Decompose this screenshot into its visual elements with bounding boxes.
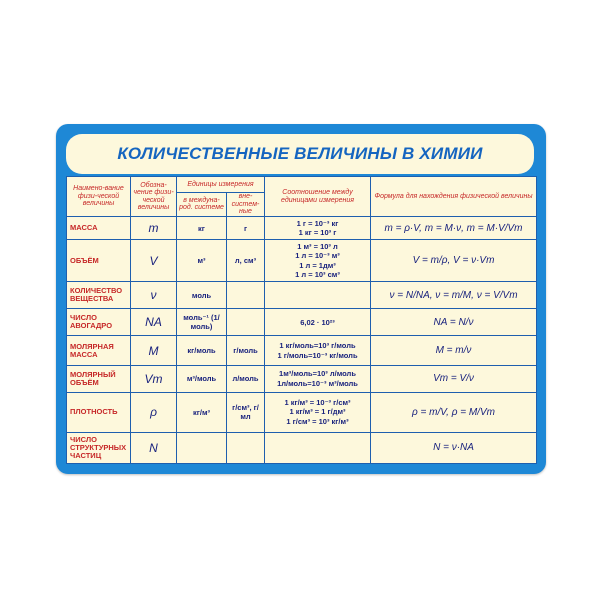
relation-line: 1 кг/м³ = 1 г/дм³ [289, 407, 346, 417]
relation-line: 1 л = 1дм³ [299, 260, 336, 270]
quantity-symbol: NA [131, 309, 177, 336]
quantity-name: ЧИСЛО СТРУКТУРНЫХ ЧАСТИЦ [67, 432, 131, 463]
relation-line: 1 л = 10⁻³ м³ [295, 251, 340, 261]
quantity-name: ЧИСЛО АВОГАДРО [67, 309, 131, 336]
quantity-name: МАССА [67, 217, 131, 240]
formula: ρ = m/V, ρ = M/Vm [371, 392, 537, 432]
table-body [67, 217, 537, 464]
page-title: КОЛИЧЕСТВЕННЫЕ ВЕЛИЧИНЫ В ХИМИИ [117, 144, 483, 163]
quantity-symbol: M [131, 336, 177, 365]
formula: V = m/ρ, V = ν·Vm [371, 240, 537, 282]
quantities-table [66, 176, 537, 464]
quantity-name: ОБЪЁМ [67, 240, 131, 282]
header-units-si: в междуна-род. системе [177, 192, 227, 217]
unit-other: г/моль [227, 336, 265, 365]
header-row [67, 177, 537, 193]
formula: m = ρ·V, m = M·ν, m = M·V/Vm [371, 217, 537, 240]
quantity-name: МОЛЯРНАЯ МАССА [67, 336, 131, 365]
unit-relation [265, 309, 371, 336]
unit-relation [265, 217, 371, 240]
relation-line: 1 г = 10⁻³ кг [296, 218, 339, 228]
header-formula: Формула для нахождения физической величины [371, 177, 537, 217]
unit-relation [265, 336, 371, 365]
table-row [67, 336, 537, 365]
relation-line: 1 кг/моль=10³ г/моль [279, 341, 356, 351]
unit-si: моль [177, 282, 227, 309]
formula: ν = N/NA, ν = m/M, ν = V/Vm [371, 282, 537, 309]
unit-relation [265, 392, 371, 432]
relation-line: 1 кг = 10³ г [298, 228, 337, 238]
formula: N = ν·NA [371, 432, 537, 463]
unit-si: кг/м³ [177, 392, 227, 432]
unit-other [227, 282, 265, 309]
unit-si: моль⁻¹ (1/моль) [177, 309, 227, 336]
quantity-name: МОЛЯРНЫЙ ОБЪЁМ [67, 365, 131, 392]
poster [56, 124, 546, 474]
unit-si: кг/моль [177, 336, 227, 365]
unit-relation [265, 365, 371, 392]
unit-other [227, 309, 265, 336]
table-row [67, 309, 537, 336]
header-name: Наимено-вание физи-ческой величины [67, 177, 131, 217]
relation-line: 1 г/моль=10⁻³ кг/моль [277, 350, 358, 360]
unit-other: г [227, 217, 265, 240]
table-row [67, 217, 537, 240]
table-row [67, 392, 537, 432]
formula: NA = N/ν [371, 309, 537, 336]
quantity-symbol: ρ [131, 392, 177, 432]
relation-line: 1л/моль=10⁻³ м³/моль [277, 378, 358, 388]
quantity-name: ПЛОТНОСТЬ [67, 392, 131, 432]
relation-line: 1 г/см³ = 10³ кг/м³ [286, 416, 349, 426]
table-container [66, 176, 536, 464]
unit-other: г/см³, г/мл [227, 392, 265, 432]
unit-si: м³ [177, 240, 227, 282]
quantity-symbol: V [131, 240, 177, 282]
header-units: Единицы измерения [177, 177, 265, 193]
quantity-symbol: Vm [131, 365, 177, 392]
relation-line: 1м³/моль=10³ л/моль [279, 369, 356, 379]
relation-line: 6,02 · 10²³ [300, 317, 335, 327]
unit-other: л/моль [227, 365, 265, 392]
header-symbol: Обозна-чение физи-ческой величины [131, 177, 177, 217]
unit-si: м³/моль [177, 365, 227, 392]
relation-line: 1 м³ = 10³ л [297, 241, 338, 251]
table-row [67, 240, 537, 282]
quantity-name: КОЛИЧЕСТВО ВЕЩЕСТВА [67, 282, 131, 309]
quantity-symbol: m [131, 217, 177, 240]
quantity-symbol: N [131, 432, 177, 463]
relation-line: 1 л = 10³ см³ [295, 270, 340, 280]
unit-si: кг [177, 217, 227, 240]
title-banner [66, 134, 534, 174]
unit-relation [265, 240, 371, 282]
header-units-other: вне-систем-ные [227, 192, 265, 217]
unit-relation [265, 282, 371, 309]
table-row [67, 365, 537, 392]
table-row [67, 282, 537, 309]
quantity-symbol: ν [131, 282, 177, 309]
formula: M = m/ν [371, 336, 537, 365]
unit-relation [265, 432, 371, 463]
unit-si [177, 432, 227, 463]
relation-line: 1 кг/м³ = 10⁻³ г/см³ [284, 397, 351, 407]
unit-other [227, 432, 265, 463]
formula: Vm = V/ν [371, 365, 537, 392]
header-relation: Соотношение между единицами измерения [265, 177, 371, 217]
unit-other: л, см³ [227, 240, 265, 282]
table-row [67, 432, 537, 463]
